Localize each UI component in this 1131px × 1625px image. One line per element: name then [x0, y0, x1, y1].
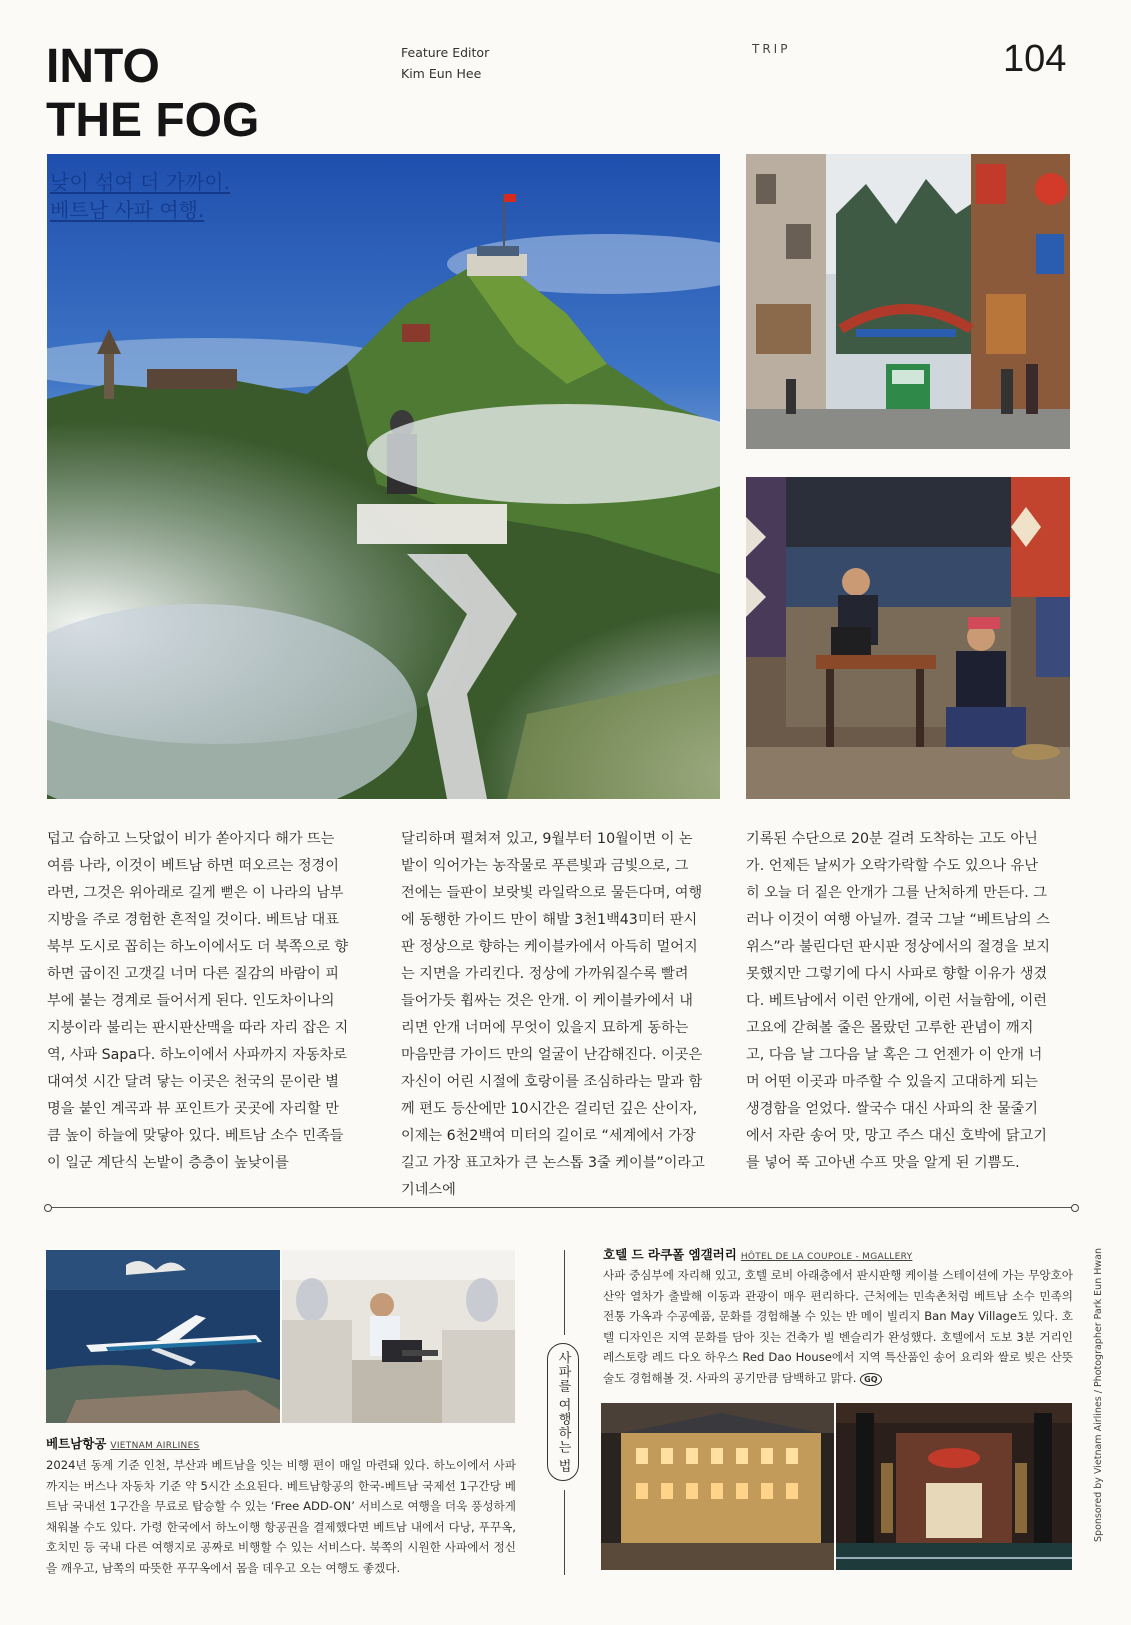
hotel-description-text: 사파 중심부에 자리해 있고, 호텔 로비 아래층에서 판시판행 케이블 스테이션에 가는 무앙호아 산악 열차가 출발해 이동과 관광이 매우 편리하다. 근처에는 민속촌처럼 베트남 소수 민족의 전통 가옥과 수공예품, 문화를 경험해볼 수 있는 반 메이 빌리지 Ban May Village도 있다. 호텔 디자인은 지역 문화를 담아 짓는 건축가 빌 벤슬리가 완성했다. 호텔에서 도보 3분 거리인 레스토랑 레드 다오 하우스 Red Dao House에서 지역 특산품인 송어 요리와 쌀로 빚은 산뜻 술도 경험해볼 것. 사파의 공기만큼 담백하고 맑다. — [603, 1268, 1073, 1385]
side-tag-label: 사파를 여행하는 법 — [555, 1350, 571, 1474]
page-number: 104 — [1003, 38, 1067, 80]
body-paragraph-2: 달리하며 펼쳐져 있고, 9월부터 10월이면 이 논밭이 익어가는 농작물로 푸른빛과 금빛으로, 그 전에는 들판이 보랏빛 라일락으로 물든다며, 여행에 동행한 가이드 만이 해발 3천1백43미터 판시판 정상으로 향하는 케이블카에서 아득히 멀어지는 지면을 가리킨다. 정상에 가까워질수록 빨려 들어가듯 휩싸는 것은 안개. 이 케이블카에서 내리면 안개 너머에 무엇이 있을지 묘하게 동하는 마음만큼 가이드 만의 얼굴이 난감해진다. 이곳은 자신이 어린 시절에 호랑이를 조심하라는 말과 함께 편도 등산에만 10시간은 걸리던 깊은 산이자, 이제는 6천2백여 미터의 길이로 “세계에서 가장 길고 가장 표고차가 큰 논스톱 3줄 케이블”이라고 기네스에 — [401, 831, 705, 1198]
gq-end-mark: GQ — [860, 1373, 881, 1386]
magazine-title — [46, 40, 259, 148]
hotel-description — [603, 1265, 1073, 1388]
credit-name: Kim Eun Hee — [401, 66, 482, 81]
body-column-1 — [47, 826, 352, 1177]
airline-subtitle: VIETNAM AIRLINES — [110, 1441, 200, 1451]
photo-vietnam-airlines-plane — [46, 1250, 280, 1423]
editor-credit — [401, 42, 489, 84]
divider-dot-left — [44, 1204, 52, 1212]
vertical-rule-bottom — [564, 1490, 565, 1575]
body-column-3 — [746, 826, 1051, 1177]
photo-hmong-artisans — [746, 477, 1070, 799]
hero-headline — [50, 168, 230, 224]
body-column-2 — [401, 826, 706, 1204]
body-paragraph-3: 기록된 수단으로 20분 걸려 도착하는 고도 아닌가. 언제든 날씨가 오락가락할 수도 있으나 유난히 오늘 더 짙은 안개가 그를 난처하게 만든다. 그러나 이것이 여행 아닐까. 결국 그날 “베트남의 스위스”라 불린다던 판시판 정상에서의 절경을 보지 못했지만 그렇기에 다시 사파로 향할 이유가 생겼다. 베트남에서 이런 안개에, 이런 서늘함에, 이런 고요에 갇혀볼 줄은 몰랐던 고루한 관념이 깨지고, 다음 날 그다음 날 혹은 그 언젠가 이 안개 너머 어떤 이곳과 마주할 수 있을지 고대하게 되는 생경함을 얻었다. 쌀국수 대신 사파의 찬 물줄기에서 자란 송어 맛, 망고 주스 대신 호박에 닭고기를 넣어 푹 고아낸 수프 맛을 알게 된 기쁨도. — [746, 831, 1051, 1171]
airline-info — [46, 1433, 516, 1578]
sponsor-credit: Sponsored by Vietnam Airlines / Photographer Park Eun Hwan — [1093, 1248, 1104, 1542]
title-line-2: THE FOG — [46, 94, 260, 147]
section-divider — [46, 1207, 1076, 1208]
title-line-1: INTO — [46, 40, 160, 93]
hotel-heading — [603, 1244, 1073, 1263]
hotel-subtitle: HÔTEL DE LA COUPOLE - MGALLERY — [740, 1252, 913, 1262]
photo-business-class-cabin — [282, 1250, 515, 1423]
section-label: TRIP — [752, 42, 791, 56]
divider-dot-right — [1071, 1204, 1079, 1212]
hero-photo-fansipan — [47, 154, 720, 799]
hotel-title: 호텔 드 라쿠폴 엠갤러리 — [603, 1247, 737, 1262]
headline-line-2: 베트남 사파 여행. — [50, 198, 205, 222]
airline-title: 베트남항공 — [46, 1436, 107, 1451]
vertical-rule-top — [564, 1250, 565, 1335]
body-paragraph-1: 덥고 습하고 느닷없이 비가 쏟아지다 해가 뜨는 여름 나라, 이것이 베트남 하면 떠오르는 정경이라면, 그것은 위아래로 길게 뻗은 이 나라의 남부지방을 주로 경험한 흔적일 것이다. 베트남 대표 북부 도시로 꼽히는 하노이에서도 더 북쪽으로 향하면 굽이진 고갯길 너머 다른 질감의 바람이 피부에 붙는 경계로 들어서게 된다. 인도차이나의 지붕이라 불리는 판시판산맥을 따라 자리 잡은 지역, 사파 Sapa다. 하노이에서 사파까지 자동차로 대여섯 시간 달려 닿는 이곳은 천국의 문이란 별명을 붙인 계곡과 뷰 포인트가 곳곳에 자리할 만큼 높이 하늘에 맞닿아 있다. 베트남 소수 민족들이 일군 계단식 논밭이 층층이 높낮이를 — [47, 831, 349, 1171]
headline-line-1: 낮이 섞여 더 가까이. — [50, 170, 230, 194]
airline-heading — [46, 1433, 516, 1452]
side-tag — [547, 1343, 579, 1481]
hotel-info — [603, 1244, 1073, 1388]
credit-role: Feature Editor — [401, 45, 490, 60]
airline-description: 2024년 동계 기준 인천, 부산과 베트남을 잇는 비행 편이 매일 마련돼 있다. 하노이에서 사파까지는 버스나 자동차 기준 약 5시간 소요된다. 베트남항공의 한국-베트남 국제선 1구간당 베트남 국내선 1구간을 무료로 탑승할 수 있는 ‘Free ADD-ON’ 서비스로 여행을 더욱 풍성하게 채워볼 수도 있다. 가령 한국에서 하노이행 항공권을 결제했다면 베트남 내에서 다낭, 푸꾸옥, 호치민 등 국내 다른 여행지로 공짜로 비행할 수 있는 서비스다. 북쪽의 시원한 사파에서 정신을 깨우고, 남쪽의 따뜻한 푸꾸옥에서 몸을 데우고 오는 여행도 좋겠다. — [46, 1458, 516, 1575]
photo-hotel-lobby — [836, 1403, 1072, 1570]
photo-sapa-street — [746, 154, 1070, 449]
photo-hotel-exterior — [601, 1403, 834, 1570]
